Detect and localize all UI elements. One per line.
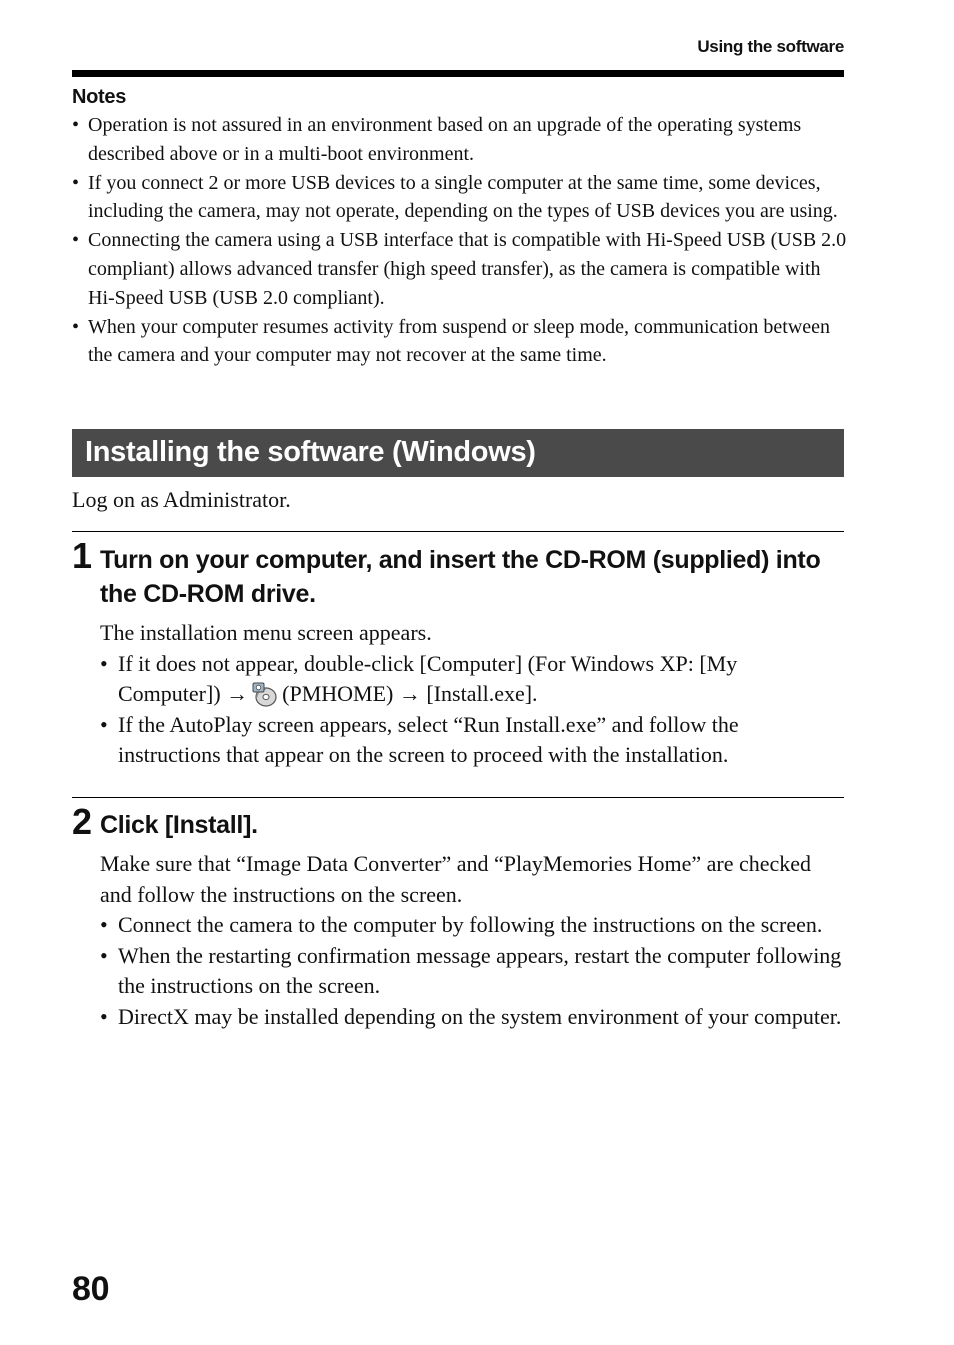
- running-header: Using the software: [697, 37, 844, 56]
- step-2-bullet: • When the restarting confirmation message appears, restart the computer following the instructions on the screen.: [100, 941, 844, 1002]
- section-header-bar: [72, 429, 844, 477]
- step-1-number: 1: [72, 535, 92, 576]
- note-item: • Connecting the camera using a USB interface that is compatible with Hi-Speed USB (USB 2.0 compliant) allows advanced transfer (high speed transfer), as the camera is compatible with Hi-Speed USB (USB 2.0 compliant).: [72, 226, 847, 312]
- step-2-body: [100, 849, 844, 1032]
- section-intro: Log on as Administrator.: [72, 487, 291, 512]
- notes-heading: Notes: [72, 86, 127, 108]
- step-1-body: [100, 618, 844, 771]
- step-2-number: 2: [72, 801, 92, 842]
- pmhome-disc-icon: [250, 680, 278, 708]
- section-title: Installing the software (Windows): [85, 436, 536, 468]
- step-1-bullet: [100, 649, 844, 710]
- step-1-text: The installation menu screen appears.: [100, 620, 432, 645]
- note-item: • When your computer resumes activity from suspend or sleep mode, communication between the camera and your computer may not recover at the same time.: [72, 313, 847, 371]
- step-2-title: Click [Install].: [100, 811, 258, 839]
- header-rule: [72, 70, 844, 77]
- notes-list: [72, 111, 847, 370]
- step-1-bullet: • If the AutoPlay screen appears, select “Run Install.exe” and follow the instructions that appear on the screen to proceed with the installation.: [100, 710, 844, 771]
- step-1-title: Turn on your computer, and insert the CD-ROM (supplied) into the CD-ROM drive.: [100, 546, 821, 608]
- note-item: • Operation is not assured in an environment based on an upgrade of the operating systems described above or in a multi-boot environment.: [72, 111, 847, 169]
- step-2-bullets: [100, 910, 844, 1032]
- step-2-rule: [72, 797, 844, 798]
- step-1-bullet-text: If it does not appear, double-click [Computer] (For Windows XP: [My Computer]) →: [118, 650, 738, 706]
- step-2-bullet: • Connect the camera to the computer by following the instructions on the screen.: [100, 910, 844, 941]
- note-item: • If you connect 2 or more USB devices to a single computer at the same time, some devices, including the camera, may not operate, depending on the types of USB devices you are using.: [72, 169, 847, 227]
- step-1-bullet-text: (PMHOME) → [Install.exe].: [282, 681, 538, 706]
- step-2-bullet: • DirectX may be installed depending on the system environment of your computer.: [100, 1002, 844, 1033]
- step-1-bullets: [100, 649, 844, 771]
- page-number: 80: [72, 1270, 110, 1308]
- step-2-text: Make sure that “Image Data Converter” and “PlayMemories Home” are checked and follow the instructions on the screen.: [100, 851, 812, 907]
- step-1-rule: [72, 531, 844, 532]
